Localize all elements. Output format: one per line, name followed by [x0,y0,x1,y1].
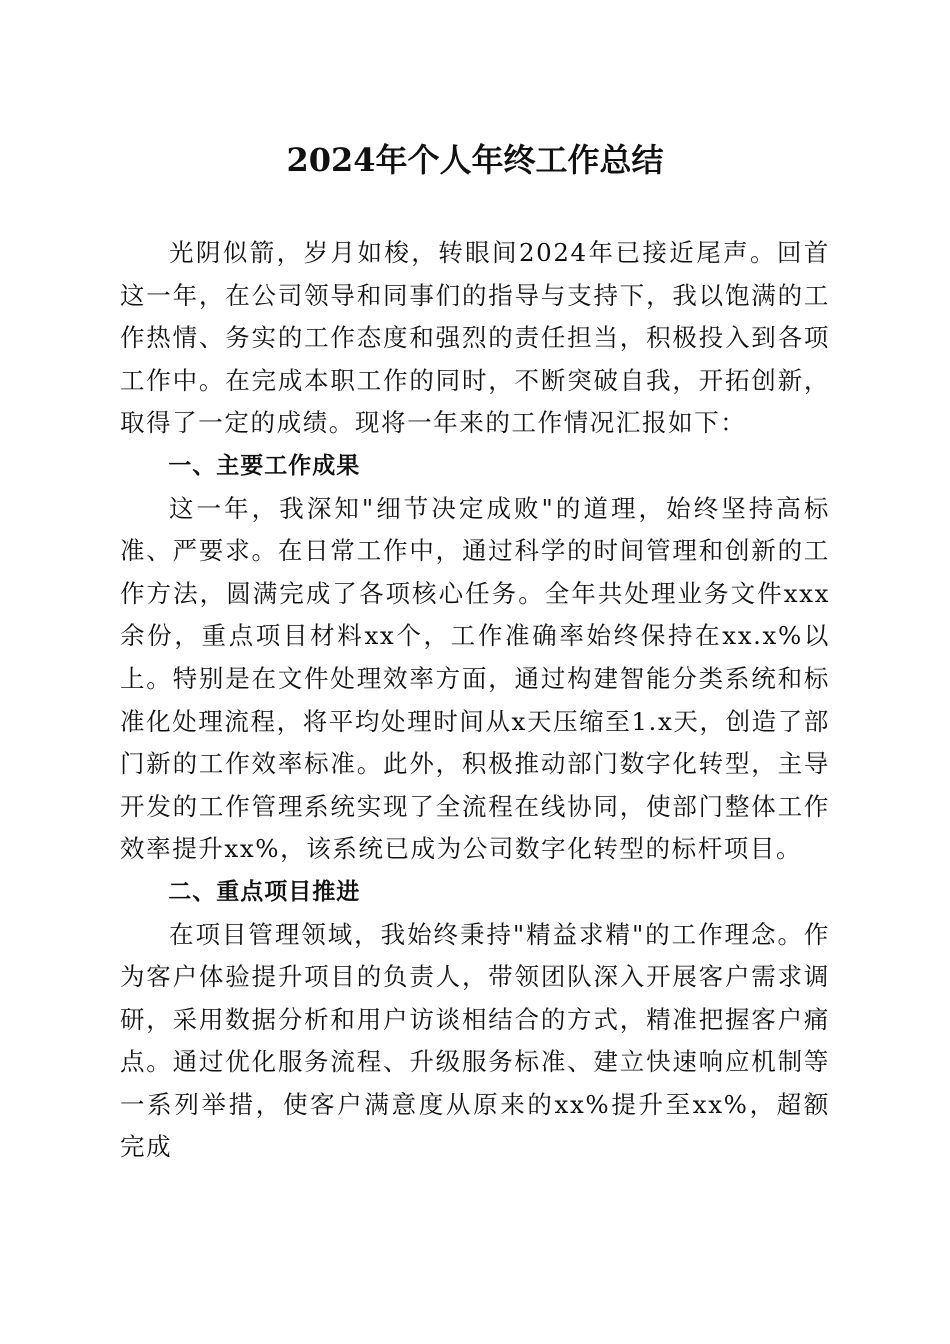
document-body [120,232,830,1169]
document-title: 2024年个人年终工作总结 [286,141,664,179]
main-results-paragraph: 这一年，我深知"细节决定成败"的道理，始终坚持高标准、严要求。在日常工作中，通过科学的时间管理和创新的工作方法，圆满完成了各项核心任务。全年共处理业务文件xxx余份，重点项目材料xx个，工作准确率始终保持在xx.x%以上。特别是在文件处理效率方面，通过构建智能分类系统和标准化处理流程，将平均处理时间从x天压缩至1.x天，创造了部门新的工作效率标准。此外，积极推动部门数字化转型，主导开发的工作管理系统实现了全流程在线协同，使部门整体工作效率提升xx%，该系统已成为公司数字化转型的标杆项目。 [120,493,830,864]
section-heading-main-results: 一、主要工作成果 [168,452,361,479]
key-projects-paragraph: 在项目管理领域，我始终秉持"精益求精"的工作理念。作为客户体验提升项目的负责人，带领团队深入开展客户需求调研，采用数据分析和用户访谈相结合的方式，精准把握客户痛点。通过优化服务流程、升级服务标准、建立快速响应机制等一系列举措，使客户满意度从原来的xx%提升至xx%，超额完成 [120,919,830,1162]
section-heading-key-projects: 二、重点项目推进 [168,878,361,905]
intro-paragraph: 光阴似箭，岁月如梭，转眼间2024年已接近尾声。回首这一年，在公司领导和同事们的指导与支持下，我以饱满的工作热情、务实的工作态度和强烈的责任担当，积极投入到各项工作中。在完成本职工作的同时，不断突破自我，开拓创新，取得了一定的成绩。现将一年来的工作情况汇报如下： [120,238,830,438]
